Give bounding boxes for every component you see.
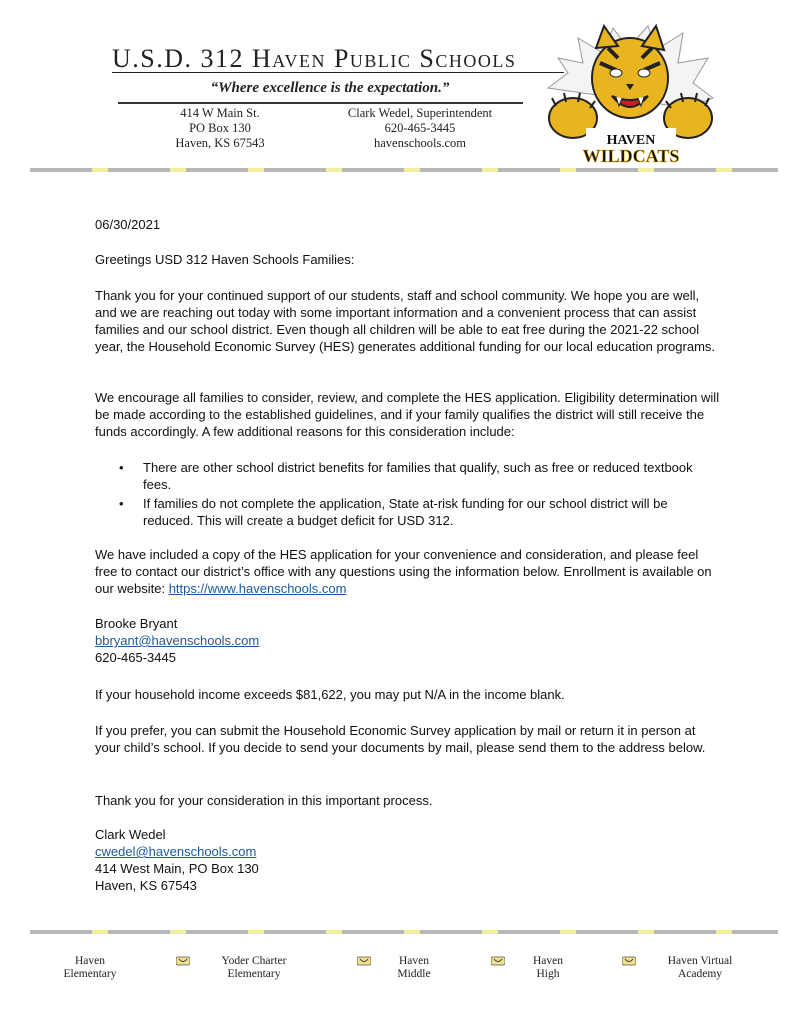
- district-phone: 620-465-3445: [384, 121, 456, 135]
- signature-email-link[interactable]: cwedel@havenschools.com: [95, 844, 257, 859]
- footer-divider-stripe: [30, 930, 778, 934]
- letterhead-divider: [118, 102, 523, 104]
- district-address: [150, 106, 290, 151]
- paragraph-encourage: We encourage all families to consider, review, and complete the HES application. Eligibility determination will be made according to the established guidelines, and if your family qualifies the district will still receive the funds accordingly. A few additional reasons for this consideration include:: [95, 390, 720, 439]
- signature-address-line2: Haven, KS 67543: [95, 878, 197, 893]
- district-website: havenschools.com: [374, 136, 466, 150]
- school-haven-virtual: [640, 955, 760, 981]
- school-line: Elementary: [63, 968, 117, 980]
- thanks-line: Thank you for your consideration in this important process.: [95, 793, 433, 808]
- income-note: If your household income exceeds $81,622, you may put N/A in the income blank.: [95, 687, 565, 702]
- school-line: Haven: [532, 955, 563, 967]
- school-haven-elementary: [30, 955, 150, 981]
- wildcat-logo: [538, 18, 718, 168]
- header-divider-stripe: [30, 168, 778, 172]
- reasons-list: [95, 459, 720, 531]
- logo-text-wildcats: WILDCATS: [582, 146, 680, 166]
- website-link[interactable]: https://www.havenschools.com: [168, 581, 347, 596]
- school-haven-high: [488, 955, 608, 981]
- school-line: Middle: [397, 968, 431, 980]
- contact-block: [95, 615, 720, 666]
- letter-date: 06/30/2021: [95, 217, 161, 232]
- superintendent-line: Clark Wedel, Superintendent: [347, 106, 493, 120]
- signature-name: Clark Wedel: [95, 827, 166, 842]
- signature-block: [95, 826, 720, 894]
- school-line: High: [536, 968, 560, 980]
- letter-greeting: Greetings USD 312 Haven Schools Families:: [95, 252, 355, 267]
- paragraph-application: [95, 546, 720, 597]
- school-yoder-charter: [194, 955, 314, 981]
- school-line: Elementary: [227, 968, 281, 980]
- school-line: Haven: [74, 955, 105, 967]
- district-contact: [330, 106, 510, 151]
- contact-name: Brooke Bryant: [95, 616, 178, 631]
- address-line: PO Box 130: [189, 121, 251, 135]
- list-item: • If families do not complete the application, State at-risk funding for our school district will be reduced. This will create a budget deficit for USD 312.: [95, 495, 720, 529]
- paragraph-intro: Thank you for your continued support of our students, staff and school community. We hope you are well, and we are reaching out today with some important information and a convenient process that can assist families and our school district. Even though all children will be able to eat free during the 2021-22 school year, the Household Economic Survey (HES) generates additional funding for our local education programs.: [95, 288, 716, 354]
- school-line: Haven: [398, 955, 429, 967]
- title-underline: [112, 72, 564, 73]
- signature-address-line1: 414 West Main, PO Box 130: [95, 861, 259, 876]
- district-motto: “Where excellence is the expectation.”: [210, 80, 450, 96]
- contact-phone: 620-465-3445: [95, 650, 176, 665]
- wildcat-paw-icon: [176, 956, 190, 966]
- school-haven-middle: [354, 955, 474, 981]
- paragraph-application-text: We have included a copy of the HES application for your convenience and consideration, and please feel free to contact our district’s office with any questions using the information below. Enrollment is available on our website:: [95, 547, 712, 596]
- logo-text-haven: HAVEN: [606, 133, 656, 148]
- list-item: • There are other school district benefits for families that qualify, such as free or reduced textbook fees.: [95, 459, 720, 493]
- address-line: 414 W Main St.: [180, 106, 260, 120]
- school-line: Yoder Charter: [221, 955, 287, 967]
- contact-email-link[interactable]: bbryant@havenschools.com: [95, 633, 260, 648]
- wildcat-paw-icon: [622, 956, 636, 966]
- mail-note: If you prefer, you can submit the Household Economic Survey application by mail or return it in person at your child’s school. If you decide to send your documents by mail, please send them to the address below.: [95, 723, 706, 755]
- school-line: Academy: [677, 968, 723, 980]
- district-title: U.S.D. 312 Haven Public Schools: [112, 44, 517, 73]
- address-line: Haven, KS 67543: [175, 136, 265, 150]
- school-line: Haven Virtual: [667, 955, 733, 967]
